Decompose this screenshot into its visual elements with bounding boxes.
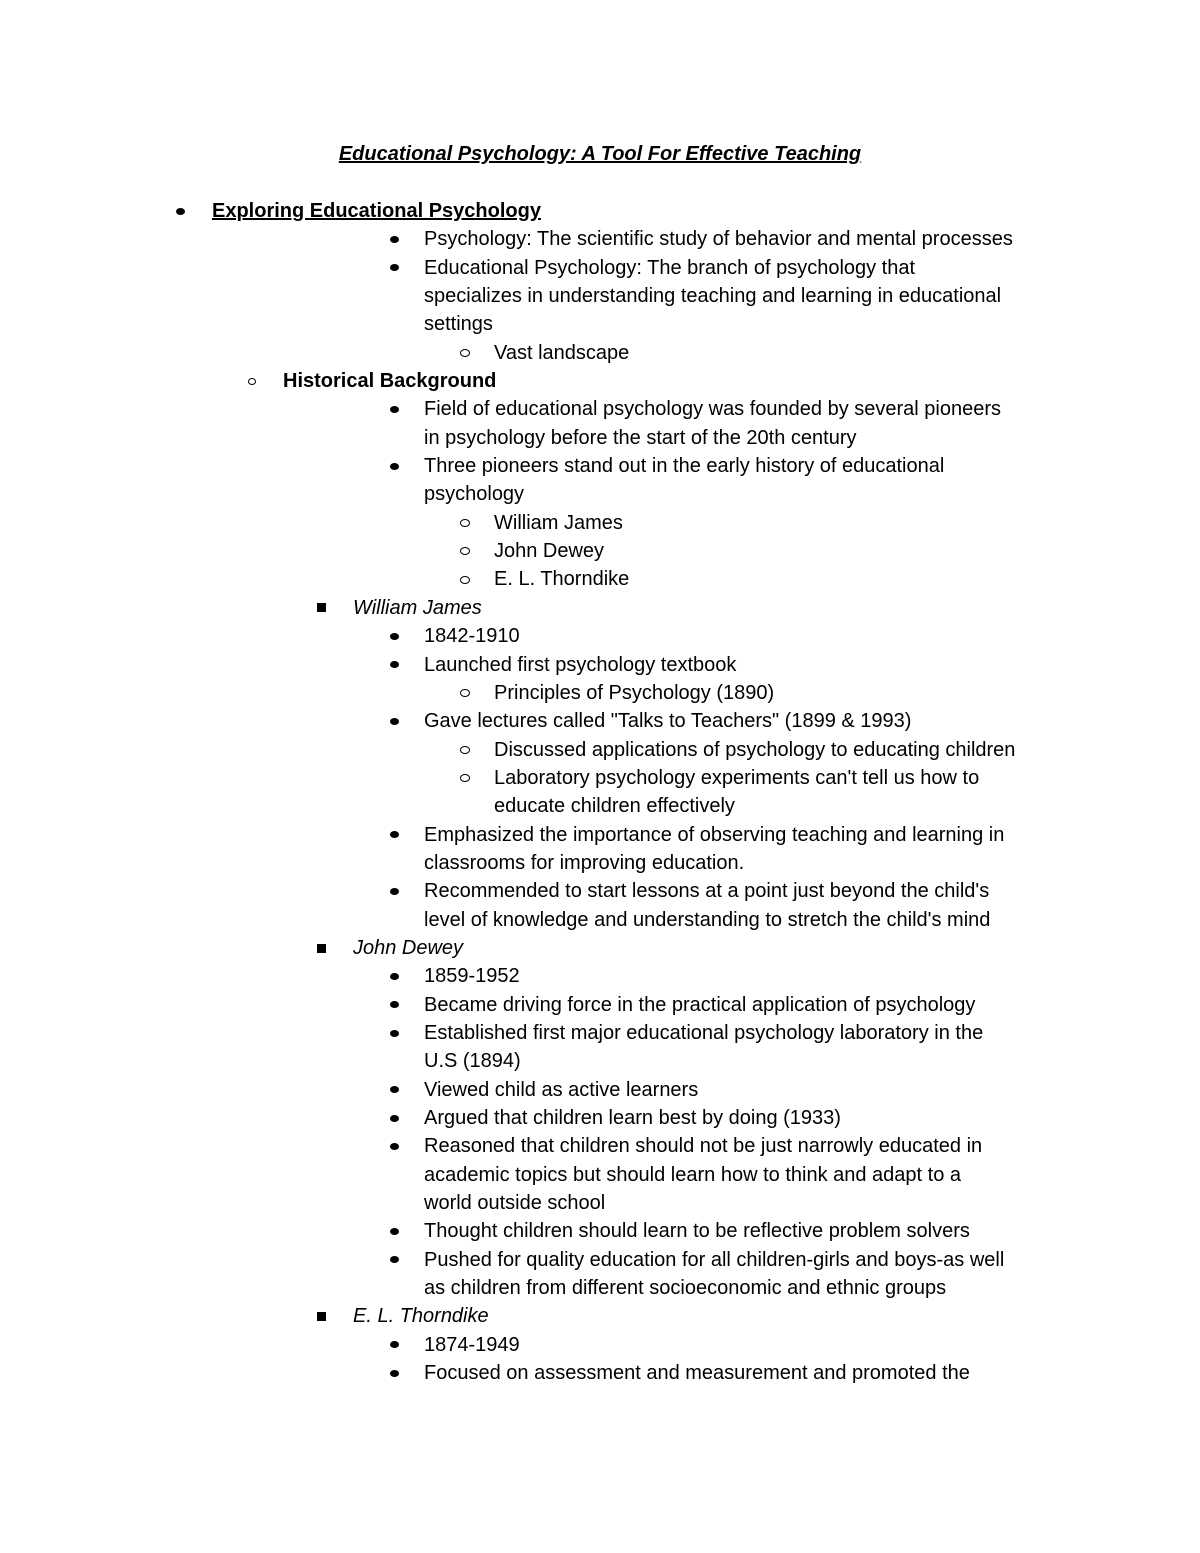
outline-item-text: world outside school	[424, 1192, 606, 1215]
bullet-disc-icon	[390, 254, 399, 282]
outline-line	[0, 991, 1200, 1019]
outline-line	[0, 906, 1200, 934]
outline-line	[0, 594, 1200, 622]
bullet-disc-icon	[390, 1331, 399, 1359]
bullet-disc-icon	[390, 651, 399, 679]
outline-item-text: educate children effectively	[494, 795, 735, 818]
outline-item-text: as children from different socioeconomic and ethnic groups	[424, 1277, 947, 1300]
outline-line	[0, 1019, 1200, 1047]
bullet-disc-icon	[390, 1217, 399, 1245]
outline-line	[0, 962, 1200, 990]
outline-line	[0, 622, 1200, 650]
outline-line	[0, 1331, 1200, 1359]
outline-item-text: Recommended to start lessons at a point just beyond the child's	[424, 880, 990, 903]
outline-item-text: John Dewey	[353, 936, 464, 959]
bullet-disc-icon	[390, 962, 399, 990]
outline-line	[0, 424, 1200, 452]
bullet-disc-icon	[390, 225, 399, 253]
outline-item-text: academic topics but should learn how to think and adapt to a	[424, 1163, 962, 1186]
bullet-square-icon	[317, 934, 326, 962]
outline-line	[0, 1047, 1200, 1075]
bullet-disc-icon	[390, 395, 399, 423]
outline-item-text: 1874-1949	[424, 1333, 520, 1356]
outline-line	[0, 1217, 1200, 1245]
outline-line	[0, 310, 1200, 338]
outline-line	[0, 452, 1200, 480]
outline-line	[0, 651, 1200, 679]
outline-item-text: Vast landscape	[494, 341, 630, 364]
bullet-disc-icon	[390, 707, 399, 735]
bullet-square-icon	[317, 594, 326, 622]
bullet-square-icon	[317, 1302, 326, 1330]
bullet-disc-icon	[176, 197, 185, 225]
outline-line	[0, 537, 1200, 565]
outline-item-text: Discussed applications of psychology to educating children	[494, 738, 1016, 761]
outline-item-text: Launched first psychology textbook	[424, 653, 737, 676]
outline-line	[0, 792, 1200, 820]
outline-item-text: Three pioneers stand out in the early history of educational	[424, 455, 945, 478]
outline-item-text: U.S (1894)	[424, 1050, 521, 1073]
outline-line	[0, 934, 1200, 962]
bullet-disc-icon	[390, 1132, 399, 1160]
outline-line	[0, 197, 1200, 225]
bullet-disc-icon	[390, 1359, 399, 1387]
outline-item-text: 1859-1952	[424, 965, 520, 988]
outline-item-text: Emphasized the importance of observing teaching and learning in	[424, 823, 1005, 846]
outline-item-text: Reasoned that children should not be just narrowly educated in	[424, 1135, 983, 1158]
outline-line	[0, 480, 1200, 508]
outline-item-text: Laboratory psychology experiments can't tell us how to	[494, 766, 980, 789]
outline-line	[0, 1246, 1200, 1274]
outline-line	[0, 849, 1200, 877]
outline-item-text: Viewed child as active learners	[424, 1078, 699, 1101]
outline-item-text: Thought children should learn to be reflective problem solvers	[424, 1220, 970, 1243]
outline-line	[0, 1274, 1200, 1302]
outline-item-text: John Dewey	[494, 540, 605, 563]
bullet-disc-icon	[390, 452, 399, 480]
bullet-disc-icon	[390, 821, 399, 849]
bullet-small-circle-icon	[248, 367, 256, 395]
bullet-disc-icon	[390, 1246, 399, 1274]
bullet-circle-icon	[460, 339, 470, 367]
outline-line	[0, 367, 1200, 395]
outline-line	[0, 509, 1200, 537]
outline-item-text: level of knowledge and understanding to stretch the child's mind	[424, 908, 991, 931]
bullet-disc-icon	[390, 991, 399, 1019]
outline-item-text: 1842-1910	[424, 625, 520, 648]
outline-line	[0, 1359, 1200, 1387]
bullet-circle-icon	[460, 736, 470, 764]
outline-line	[0, 679, 1200, 707]
outline-item-text: E. L. Thorndike	[494, 568, 630, 591]
outline-item-text: Became driving force in the practical application of psychology	[424, 993, 976, 1016]
outline-item-text: specializes in understanding teaching and learning in educational	[424, 285, 1002, 308]
outline-line	[0, 282, 1200, 310]
outline-line	[0, 1132, 1200, 1160]
outline-item-text: Exploring Educational Psychology	[212, 200, 541, 222]
bullet-circle-icon	[460, 537, 470, 565]
outline-item-text: Field of educational psychology was founded by several pioneers	[424, 398, 1002, 421]
bullet-disc-icon	[390, 877, 399, 905]
outline-item-text: settings	[424, 313, 493, 336]
outline-item-text: Established first major educational psychology laboratory in the	[424, 1021, 984, 1044]
outline-line	[0, 707, 1200, 735]
outline-item-text: Educational Psychology: The branch of psychology that	[424, 256, 916, 279]
outline-line	[0, 736, 1200, 764]
outline-item-text: Principles of Psychology (1890)	[494, 681, 775, 704]
outline-item-text: in psychology before the start of the 20th century	[424, 426, 857, 449]
document-title: Educational Psychology: A Tool For Effective Teaching	[338, 143, 862, 165]
bullet-circle-icon	[460, 509, 470, 537]
bullet-disc-icon	[390, 622, 399, 650]
outline-line	[0, 1076, 1200, 1104]
outline-item-text: E. L. Thorndike	[353, 1305, 489, 1328]
bullet-disc-icon	[390, 1104, 399, 1132]
outline-line	[0, 254, 1200, 282]
bullet-circle-icon	[460, 679, 470, 707]
outline-item-text: Historical Background	[283, 370, 497, 393]
outline-line	[0, 877, 1200, 905]
outline-item-text: Pushed for quality education for all children-girls and boys-as well	[424, 1248, 1005, 1271]
outline-item-text: Focused on assessment and measurement and promoted the	[424, 1362, 970, 1385]
outline-item-text: Gave lectures called "Talks to Teachers" (1899 & 1993)	[424, 710, 912, 733]
bullet-disc-icon	[390, 1076, 399, 1104]
outline-line	[0, 1189, 1200, 1217]
outline-line	[0, 1302, 1200, 1330]
outline-line	[0, 764, 1200, 792]
outline-item-text: William James	[353, 596, 482, 619]
outline-line	[0, 225, 1200, 253]
outline-item-text: Argued that children learn best by doing (1933)	[424, 1107, 841, 1129]
outline-line	[0, 565, 1200, 593]
bullet-circle-icon	[460, 764, 470, 792]
bullet-disc-icon	[390, 1019, 399, 1047]
outline-line	[0, 339, 1200, 367]
outline-line	[0, 821, 1200, 849]
outline-item-text: William James	[494, 511, 623, 534]
outline-line	[0, 1104, 1200, 1132]
outline-item-text: classrooms for improving education.	[424, 851, 745, 874]
outline-line	[0, 1161, 1200, 1189]
outline-item-text: Psychology: The scientific study of behavior and mental processes	[424, 228, 1013, 251]
outline-line	[0, 395, 1200, 423]
outline-item-text: psychology	[424, 483, 525, 506]
bullet-circle-icon	[460, 565, 470, 593]
outline-list	[0, 197, 1200, 1387]
